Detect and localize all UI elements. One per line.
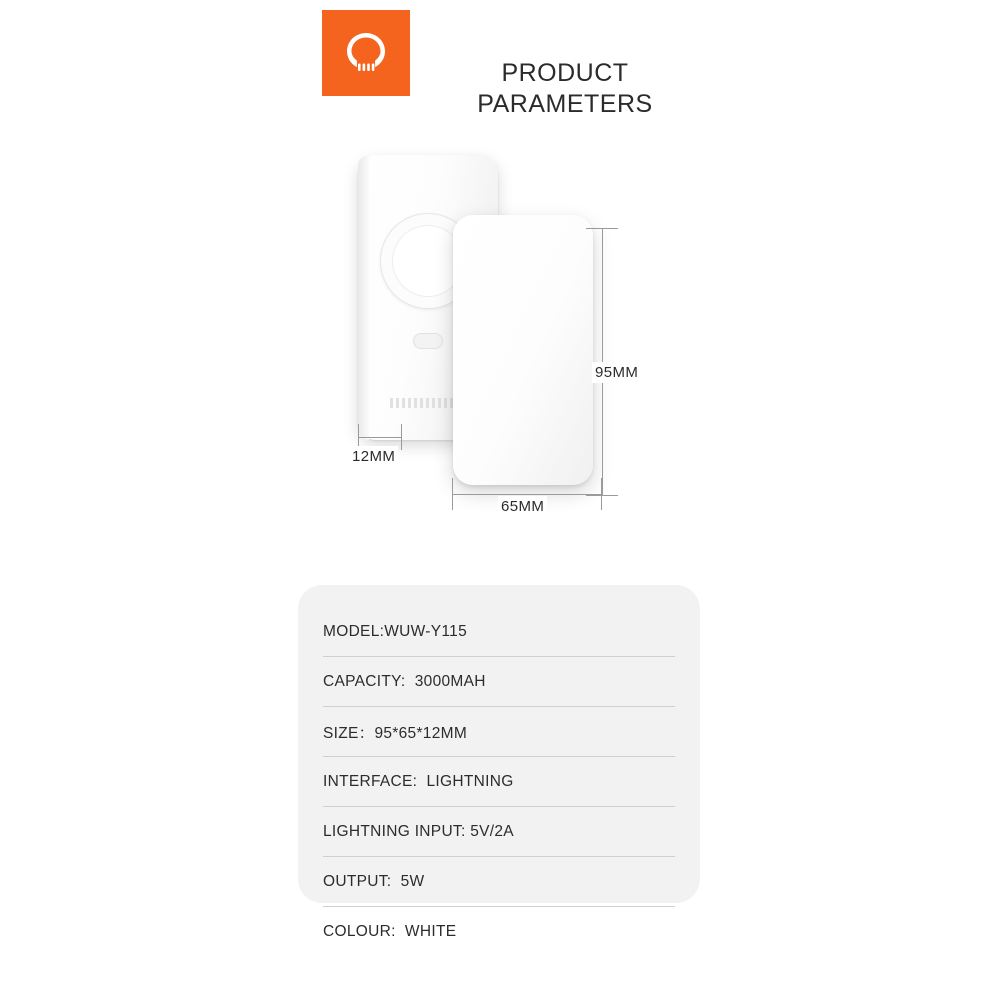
spec-row: SIZE：95*65*12MM <box>323 707 675 757</box>
width-dimension-label: 65MM <box>498 496 547 517</box>
power-bank-front-view <box>453 215 593 485</box>
spec-row: OUTPUT: 5W <box>323 857 675 907</box>
width-dimension-cap-right <box>601 478 602 510</box>
specifications-list <box>323 607 675 956</box>
height-dimension-label: 95MM <box>592 362 641 383</box>
specifications-card <box>298 585 700 940</box>
height-dimension-cap-bottom <box>586 495 618 496</box>
spec-row: LIGHTNING INPUT: 5V/2A <box>323 807 675 857</box>
spec-row: CAPACITY: 3000MAH <box>323 657 675 707</box>
height-dimension-cap-top <box>586 228 618 229</box>
page-title <box>400 58 730 120</box>
device-left-edge <box>358 155 369 440</box>
width-dimension-line <box>452 494 602 495</box>
spec-row: COLOUR: WHITE <box>323 922 457 940</box>
wuw-logo-icon <box>343 30 389 76</box>
spec-row: INTERFACE: LIGHTNING <box>323 757 675 807</box>
thickness-dimension-line <box>358 437 402 438</box>
thickness-dimension-cap-right <box>401 424 402 450</box>
spec-row: MODEL:WUW-Y115 <box>323 607 675 657</box>
page-title-line-1: PRODUCT <box>501 59 629 87</box>
brand-logo <box>322 10 410 96</box>
lightning-connector-pill <box>413 333 443 349</box>
thickness-dimension-label: 12MM <box>349 446 398 467</box>
page-title-line-2: PARAMETERS <box>477 90 653 118</box>
width-dimension-cap-left <box>452 478 453 510</box>
